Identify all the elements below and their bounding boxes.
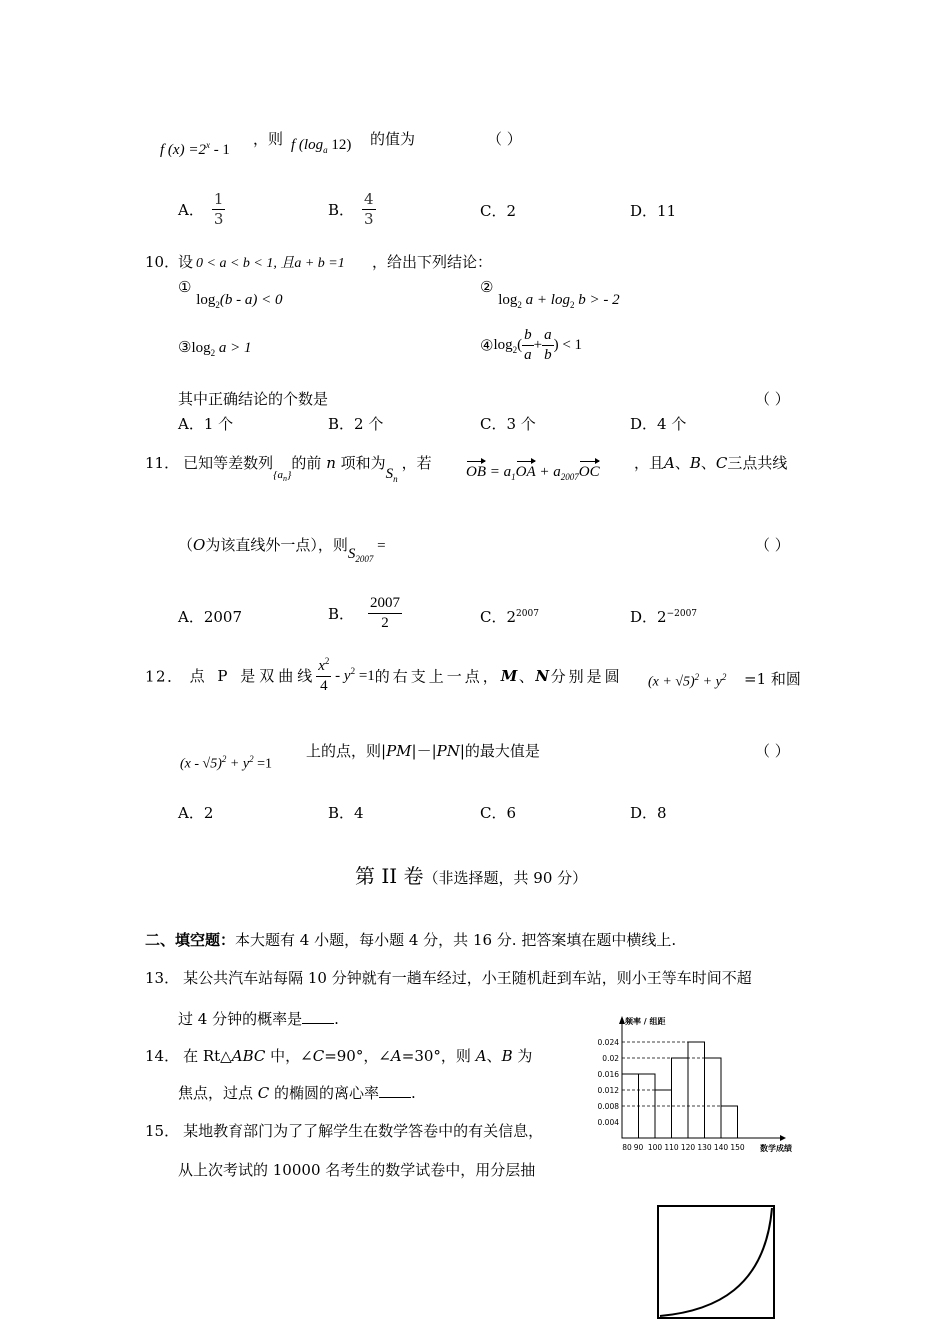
part2-text: 本大题有 4 小题，每小题 4 分，共 16 分. 把答案填在题中横线上. <box>235 931 677 949</box>
q9-log-base: a <box>323 145 328 155</box>
part2-label: 二、填空题： <box>145 931 236 949</box>
q11-A: A <box>664 454 675 472</box>
q14-number: 14． <box>145 1047 180 1065</box>
q9-bracket: （ ） <box>487 130 522 148</box>
q9-a-num: 1 <box>213 190 224 208</box>
q12-text5: 上的点，则| <box>306 742 387 760</box>
section2-title: 第 II 卷 <box>355 864 424 888</box>
q14-line2b: 的椭圆的离心率 <box>269 1084 380 1102</box>
q11-line2-open: （ <box>178 536 194 554</box>
q12-text3: 分别是圆 <box>550 667 623 686</box>
q12-frac-num <box>316 656 331 677</box>
q11-seq <box>273 469 292 484</box>
q12-c2-sup2: 2 <box>249 754 254 764</box>
histogram-y-tick-label: 0.008 <box>597 1102 619 1111</box>
q12-c2-sup: 2 <box>221 754 227 764</box>
histogram-x-tick-label: 100 <box>647 1143 663 1152</box>
section2-subtitle: （非选择题，共 90 分） <box>423 869 588 887</box>
q11-option-d[interactable] <box>630 606 697 627</box>
q10-c3-formula <box>191 340 251 356</box>
q11-text6: 三点共线 <box>727 454 788 472</box>
histogram-bar <box>655 1090 672 1138</box>
q11-c-label: C．2 <box>480 608 517 626</box>
q12-c2-text: (x - √5) <box>180 756 222 772</box>
q12-c1-tail: + y <box>699 674 722 690</box>
q9-option-c[interactable]: C．2 <box>480 202 517 220</box>
q12-text1: 点 P 是双曲线 <box>189 667 317 686</box>
section2-heading <box>355 860 587 889</box>
q11-text1: 已知等差数列 <box>183 454 274 472</box>
q13-line2 <box>178 1008 339 1029</box>
q10-c1-formula <box>196 292 282 308</box>
q11-plus-a: + a <box>535 464 561 480</box>
q11-a2007-sub: 2007 <box>560 472 579 482</box>
q9-then: ，则 <box>253 130 284 148</box>
q10-c2-mid: a + log <box>521 292 570 308</box>
q10-c4-frac2 <box>542 326 554 365</box>
histogram-y-tick-label: 0.016 <box>597 1070 619 1079</box>
q9-option-d[interactable]: D．11 <box>630 202 677 220</box>
q9-f: f (x) =2 <box>160 142 206 158</box>
q12-N: N <box>535 666 551 685</box>
q10-c3-tail: a > 1 <box>215 340 252 356</box>
q11-line1 <box>145 452 432 484</box>
q14-A2: A <box>475 1047 487 1065</box>
q10-option-b[interactable]: B．2 个 <box>328 415 384 433</box>
q12-x-sup: 2 <box>324 656 330 666</box>
q10-c4-tail: ) < 1 <box>553 336 583 353</box>
q9-formula-f <box>160 140 230 159</box>
curve-figure <box>655 1203 779 1323</box>
q12-option-c[interactable]: C．6 <box>480 804 517 822</box>
q10-option-d[interactable]: D．4 个 <box>630 415 687 433</box>
histogram-y-tick-label: 0.02 <box>602 1054 619 1063</box>
q13-text1: 某公共汽车站每隔 10 分钟就有一趟车经过，小王随机赶到车站，则小王等车时间不超 <box>183 969 752 987</box>
q12-circle1 <box>648 672 726 691</box>
q10-conclusion-1 <box>178 278 283 310</box>
q14-t2: 中，∠ <box>265 1047 313 1065</box>
histogram-bar <box>721 1106 738 1138</box>
q9-a-label: A． <box>178 200 204 219</box>
q9-exp: x <box>205 140 210 150</box>
q14-t6: 为 <box>512 1047 533 1065</box>
q12-text2: 的右支上一点， <box>374 667 501 686</box>
q11-seq-close: } <box>287 469 292 481</box>
q10-c2-sub1: 2 <box>517 300 522 310</box>
q11-d-sup: −2007 <box>666 609 698 619</box>
q11-sep2: 、 <box>700 454 716 472</box>
q10-c3-mark: ③ <box>178 338 192 356</box>
q11-O: O <box>193 536 206 554</box>
q14-line2a: 焦点，过点 <box>178 1084 258 1102</box>
q12-y-sup: 2 <box>350 666 356 677</box>
q12-sep: 、 <box>518 667 536 686</box>
q10-c1-tail: (b - a) < 0 <box>219 292 283 308</box>
q10-cond: 0 < a < b < 1, 且a + b =1 <box>196 256 345 271</box>
histogram-y-tick-label: 0.024 <box>597 1038 619 1047</box>
q14-ABC: ABC <box>231 1047 266 1065</box>
q10-c4-open: ( <box>517 336 523 353</box>
q15-text1: 某地教育部门为了了解学生在数学答卷中的有关信息， <box>183 1122 544 1140</box>
q12-c1-text: (x + √5) <box>648 674 695 690</box>
histogram-plot <box>598 1016 792 1153</box>
q11-line2-eq: = <box>373 538 386 554</box>
q11-b-num: 2007 <box>368 594 402 614</box>
q12-option-a[interactable]: A．2 <box>178 804 214 822</box>
q11-vec-oc: OC <box>578 464 600 480</box>
q12-circle2 <box>180 754 272 773</box>
q14-end: . <box>411 1084 416 1102</box>
q12-text4: =1 和圆 <box>744 670 801 688</box>
q10-c4-mark: ④ <box>480 336 494 355</box>
q14-t5: 、 <box>486 1047 502 1065</box>
histogram-x-tick-label: 110 <box>664 1143 679 1152</box>
q11-sep1: 、 <box>674 454 690 472</box>
q12-PM: PM <box>386 742 412 760</box>
q14-t3: =90°，∠ <box>324 1047 391 1065</box>
q9-b-num: 4 <box>364 190 374 208</box>
curve-line <box>660 1208 772 1316</box>
q11-S2007 <box>348 546 374 562</box>
q10-c4-f2-den: b <box>544 346 552 363</box>
q10-c2-sub2: 2 <box>569 300 575 310</box>
q11-text3: 项和为 <box>335 454 386 472</box>
q11-bracket: （ ） <box>755 536 790 554</box>
frequency-histogram <box>590 1010 810 1160</box>
q13-number: 13． <box>145 969 180 987</box>
q9-a-den: 3 <box>213 209 224 228</box>
q10-c3-log: log <box>191 340 211 356</box>
q11-eq: = a <box>486 464 512 480</box>
q10-c4-f2-num: a <box>542 326 554 346</box>
q11-b-den: 2 <box>381 614 389 631</box>
q10-conclusion-4 <box>480 326 582 365</box>
q11-text5: ，且 <box>634 454 665 472</box>
q11-option-a[interactable]: A．2007 <box>178 608 243 626</box>
q11-b-label: B． <box>328 604 355 623</box>
q11-line2-text: 为该直线外一点），则 <box>205 536 348 554</box>
q15-line1 <box>145 1120 543 1141</box>
q14-t1: 在 Rt△ <box>183 1047 232 1065</box>
q9-option-b[interactable] <box>328 190 376 229</box>
q14-A: A <box>390 1047 402 1065</box>
q9-f-log-text: f (log <box>291 137 324 153</box>
q11-seq-a: {a <box>273 469 284 481</box>
histogram-y-tick-label: 0.004 <box>597 1118 619 1127</box>
histogram-x-tick-label: 130 <box>697 1143 712 1152</box>
histogram-x-arrow <box>780 1135 786 1141</box>
q13-end: . <box>334 1010 339 1028</box>
q14-t4: =30°，则 <box>401 1047 476 1065</box>
q12-x: x <box>318 658 325 674</box>
q12-c2-eq: =1 <box>253 756 272 772</box>
q11-vec-ob: OB <box>466 464 486 480</box>
q10-c4-frac1 <box>522 326 534 365</box>
histogram-bar <box>688 1042 705 1138</box>
q10-conclusion-3 <box>178 338 252 358</box>
q9-value-text: 的值为 <box>370 130 416 148</box>
q13-text2: 过 4 分钟的概率是 <box>178 1010 303 1028</box>
q10-c2-log1: log <box>498 292 518 308</box>
histogram-x-tick-label: 120 <box>680 1143 696 1152</box>
q11-c-sup: 2007 <box>516 609 539 619</box>
q11-S-letter: S <box>385 466 394 482</box>
q13-answer-blank[interactable] <box>302 1009 334 1024</box>
q10-question: 其中正确结论的个数是 <box>178 390 329 408</box>
q12-line2 <box>306 740 540 761</box>
q12-c1-sup: 2 <box>694 672 700 682</box>
q15-line2: 从上次考试的 10000 名考生的数学试卷中，用分层抽 <box>178 1161 536 1179</box>
q11-S-sub: n <box>393 474 398 484</box>
q12-M: M <box>500 666 519 685</box>
histogram-x-tick-label: 150 <box>730 1143 745 1152</box>
q12-eq1: =1 <box>355 668 375 685</box>
q10-c2-formula <box>498 292 619 308</box>
q10-number: 10． <box>145 253 180 271</box>
q11-line1-end <box>634 452 787 473</box>
q10-c4-f1-den: a <box>524 346 532 363</box>
histogram-bar <box>705 1058 722 1138</box>
q11-a1-sub: 1 <box>511 472 516 482</box>
q10-option-a[interactable]: A．1 个 <box>178 415 234 433</box>
q11-vec-oa: OA <box>515 464 536 480</box>
q15-number: 15． <box>145 1122 180 1140</box>
q12-minus-y <box>331 668 374 684</box>
q9-b-label: B． <box>328 200 355 219</box>
q10-tail: ，给出下列结论： <box>372 253 493 271</box>
q13-line1 <box>145 967 752 988</box>
q14-line1 <box>145 1045 532 1066</box>
q10-c2-mark: ② <box>480 278 494 296</box>
q10-c1-log: log <box>196 292 216 308</box>
histogram-x-tick-label: 90 <box>633 1143 644 1152</box>
q12-PN: PN <box>436 742 460 760</box>
q9-f-log-tail: 12) <box>327 137 352 153</box>
histogram-bar <box>672 1058 689 1138</box>
q12-c2-tail: + y <box>226 756 250 772</box>
q10-c4-formula <box>493 327 583 363</box>
q12-text6: |的最大值是 <box>459 742 540 760</box>
q9-b-frac <box>362 190 376 229</box>
q10-conclusion-2 <box>480 278 620 310</box>
part2-heading <box>145 929 676 950</box>
q10-option-c[interactable]: C．3 个 <box>480 415 536 433</box>
histogram-y-tick-label: 0.012 <box>597 1086 619 1095</box>
q11-C: C <box>715 454 728 472</box>
q9-option-a[interactable] <box>178 190 225 229</box>
q11-text2: 的前 <box>291 454 327 472</box>
histogram-x-label: 数学成绩 <box>760 1144 792 1153</box>
q12-line1 <box>145 656 623 696</box>
q11-S2007-letter: S <box>347 546 356 562</box>
q10-c2-tail: b > - 2 <box>574 292 620 308</box>
q11-n: n <box>326 454 336 472</box>
q11-seq-sub: n <box>283 474 288 484</box>
q10-bracket: （ ） <box>755 390 790 408</box>
q10-c4-sub: 2 <box>512 344 518 355</box>
histogram-x-tick-label: 80 <box>622 1143 632 1152</box>
q12-mid: |－| <box>411 742 437 760</box>
q12-frac-den: 4 <box>320 677 328 694</box>
q12-frac <box>316 656 331 696</box>
q10-c1-mark: ① <box>178 278 192 296</box>
q12-my: - y <box>331 668 351 685</box>
q14-B: B <box>501 1047 513 1065</box>
q11-S <box>386 466 398 482</box>
q14-answer-blank[interactable] <box>379 1083 411 1098</box>
q10-c4-log: log <box>493 336 513 353</box>
q14-C: C <box>312 1047 325 1065</box>
q11-number: 11． <box>145 454 180 472</box>
q11-option-c[interactable] <box>480 606 539 627</box>
q14-line2 <box>178 1082 416 1103</box>
q11-d-label: D．2 <box>630 608 667 626</box>
q9-f-log <box>291 137 351 155</box>
histogram-y-label: 频率 / 组距 <box>625 1017 666 1026</box>
q12-bracket: （ ） <box>755 742 790 760</box>
q12-option-b[interactable]: B．4 <box>328 804 364 822</box>
q10-c4-f1-num: b <box>522 326 534 346</box>
q12-number: 12． <box>145 667 184 686</box>
q9-b-den: 3 <box>364 209 374 228</box>
q10-c1-sub: 2 <box>215 300 220 310</box>
q11-line2 <box>178 534 386 564</box>
q11-option-b[interactable] <box>328 594 402 633</box>
q11-text4: ，若 <box>401 454 432 472</box>
q11-vector-eq <box>466 464 600 482</box>
q12-option-d[interactable]: D．8 <box>630 804 667 822</box>
q11-S2007-sub: 2007 <box>355 554 374 564</box>
q10-c4-plus: + <box>533 336 543 353</box>
q14-C2: C <box>257 1084 270 1102</box>
q10-lead: 设 <box>178 253 194 271</box>
q9-a-frac <box>212 190 226 229</box>
histogram-x-tick-label: 140 <box>713 1143 729 1152</box>
q11-b-frac <box>368 594 402 633</box>
q9-tail: - 1 <box>209 142 230 158</box>
q10-c3-sub: 2 <box>210 348 216 358</box>
q12-c1-sup2: 2 <box>721 672 727 682</box>
q11-B: B <box>689 454 701 472</box>
